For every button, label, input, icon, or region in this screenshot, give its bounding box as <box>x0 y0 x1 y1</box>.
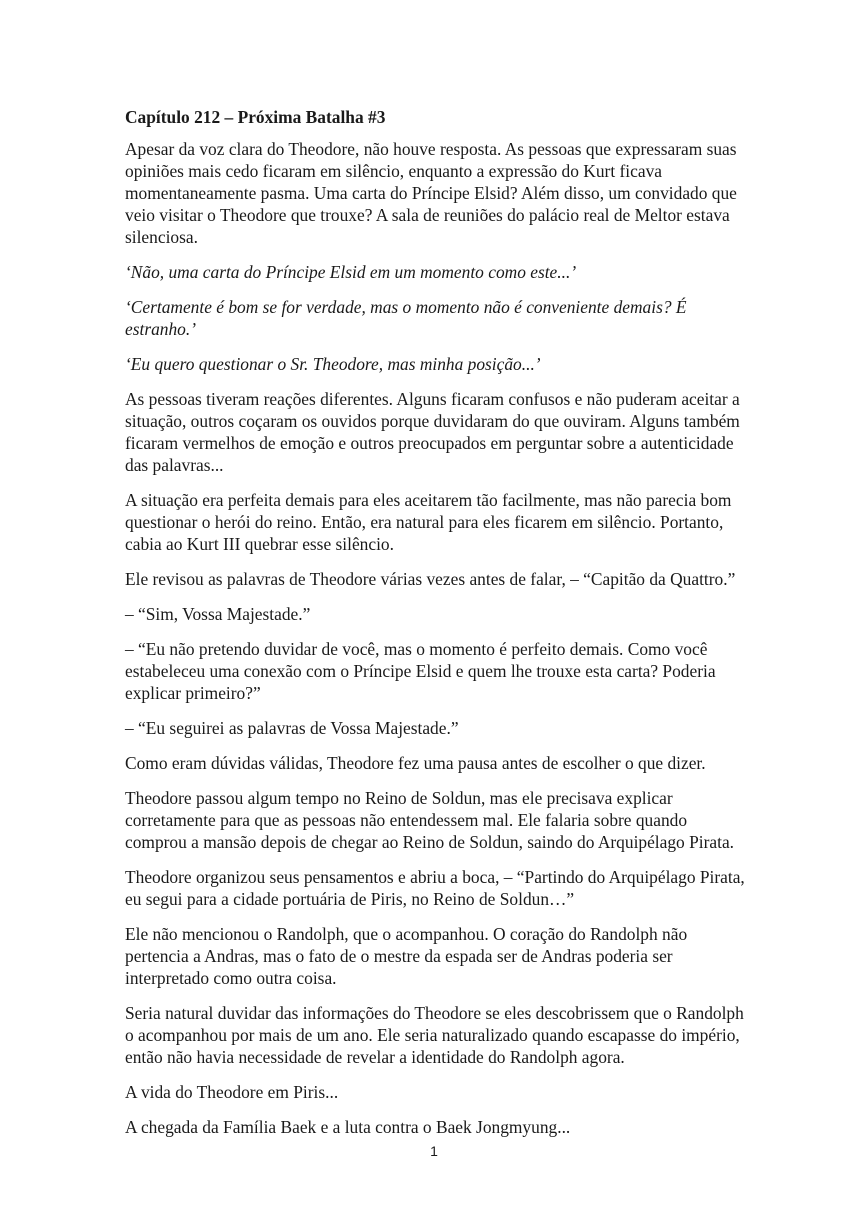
paragraph: Theodore passou algum tempo no Reino de Soldun, mas ele precisava explicar corretamente para que as pessoas não entendessem mal. Ele falaria sobre quando comprou a mansão depois de chegar ao Reino de Soldun, saindo do Arquipélago Pirata. <box>125 788 735 852</box>
paragraph: A situação era perfeita demais para eles aceitarem tão facilmente, mas não parecia bom questionar o herói do reino. Então, era natural para eles ficarem em silêncio. Portanto, cabia ao Kurt III quebrar esse silêncio. <box>125 490 732 554</box>
paragraph: Seria natural duvidar das informações do Theodore se eles descobrissem que o Randolph o acompanhou por mais de um ano. Ele seria naturalizado quando escapasse do império, então não havia necessidade de revelar a identidade do Randolph agora. <box>125 1003 744 1067</box>
paragraph-dialogue: – “Eu não pretendo duvidar de você, mas o momento é perfeito demais. Como você estabeleceu uma conexão com o Príncipe Elsid e quem lhe trouxe esta carta? Poderia explicar primeiro?” <box>125 639 716 703</box>
paragraph: Ele revisou as palavras de Theodore várias vezes antes de falar, – “Capitão da Quattro.” <box>125 569 736 589</box>
paragraph-thought: ‘Não, uma carta do Príncipe Elsid em um momento como este...’ <box>125 262 577 282</box>
paragraph: Ele não mencionou o Randolph, que o acompanhou. O coração do Randolph não pertencia a Andras, mas o fato de o mestre da espada ser de Andras poderia ser interpretado como outra coisa. <box>125 924 688 988</box>
paragraph: Theodore organizou seus pensamentos e abriu a boca, – “Partindo do Arquipélago Pirata, eu segui para a cidade portuária de Piris, no Reino de Soldun…” <box>125 867 745 909</box>
paragraph: As pessoas tiveram reações diferentes. Alguns ficaram confusos e não puderam aceitar a situação, outros coçaram os ouvidos porque duvidaram do que ouviram. Alguns também ficaram vermelhos de emoção e outros preocupados em perguntar sobre a autenticidade das palavras... <box>125 389 740 475</box>
paragraph-thought: ‘Eu quero questionar o Sr. Theodore, mas minha posição...’ <box>125 354 541 374</box>
chapter-title: Capítulo 212 – Próxima Batalha #3 <box>125 107 386 127</box>
paragraph-dialogue: – “Eu seguirei as palavras de Vossa Majestade.” <box>125 718 459 738</box>
paragraph: Como eram dúvidas válidas, Theodore fez uma pausa antes de escolher o que dizer. <box>125 753 706 773</box>
paragraph-thought: ‘Certamente é bom se for verdade, mas o momento não é conveniente demais? É estranho.’ <box>125 297 687 339</box>
paragraph: Apesar da voz clara do Theodore, não houve resposta. As pessoas que expressaram suas opiniões mais cedo ficaram em silêncio, enquanto a expressão do Kurt ficava momentaneamente pasma. Uma carta do Príncipe Elsid? Além disso, um convidado que veio visitar o Theodore que trouxe? A sala de reuniões do palácio real de Meltor estava silenciosa. <box>125 139 737 247</box>
paragraph: A chegada da Família Baek e a luta contra o Baek Jongmyung... <box>125 1117 571 1137</box>
page-number: 1 <box>430 1143 438 1159</box>
document-page <box>125 106 745 1151</box>
paragraph-dialogue: – “Sim, Vossa Majestade.” <box>125 604 311 624</box>
paragraph: A vida do Theodore em Piris... <box>125 1082 339 1102</box>
